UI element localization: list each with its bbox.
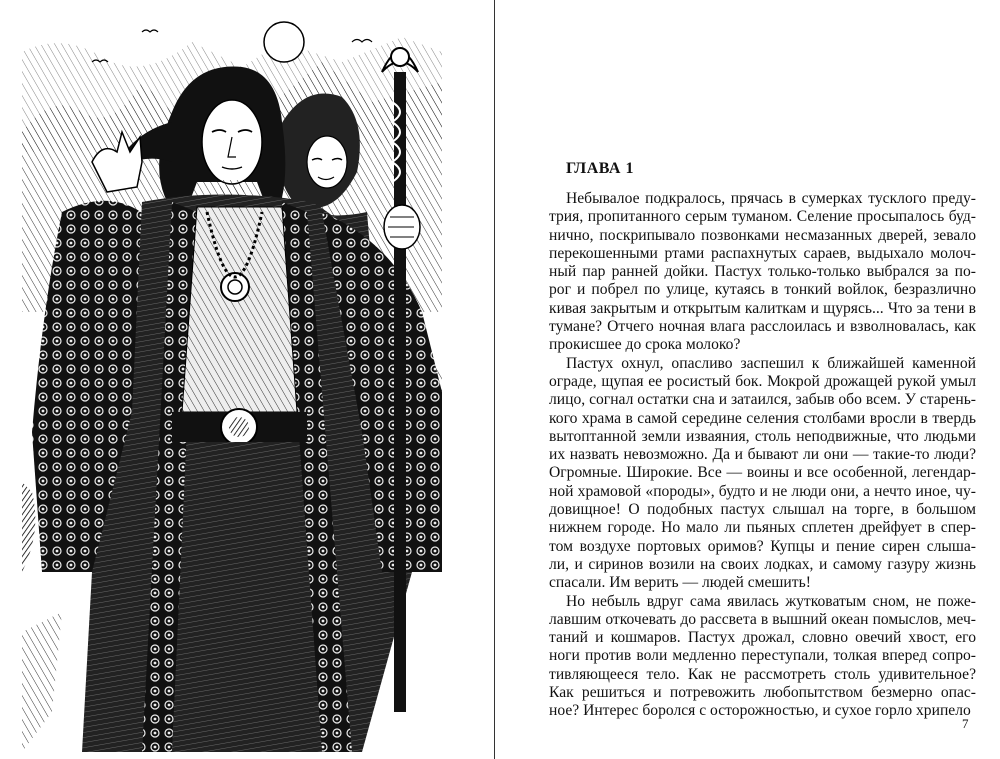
text-line: Небывалое подкралось, прячась в сумерках тусклого преду- [566, 190, 976, 207]
text-line: трия, пропитанного серым туманом. Селение просыпалось буд- [549, 208, 976, 226]
text-line: довищное! О подобных пастух слышал на торге, в большом [549, 501, 976, 519]
text-line: перекошенными ртами распахнутых сараев, выдыхало молоч- [549, 244, 976, 262]
text-line: том воздухе портовых оримов? Купцы и пение сирен слыша- [549, 537, 976, 555]
text-line: кивая закрытым и открытым калиткам и щурясь... Что за тени в [549, 299, 976, 317]
chapter-heading: ГЛАВА 1 [566, 160, 634, 177]
body-text [549, 190, 976, 721]
text-line: рог и побрел по улице, кутаясь в тонкий войлок, безразлично [549, 281, 976, 299]
paragraph [549, 593, 976, 721]
left-page [0, 0, 495, 759]
illustration [22, 12, 442, 752]
paragraph [549, 190, 976, 355]
text-line: спасали. Им верить — людей смешить! [549, 574, 811, 592]
text-line: тумане? Отчего ночная влага расслоилась и взволновалась, как [549, 318, 976, 336]
text-line: ный пар ранней дойки. Пастух только-только выбрался за по- [549, 263, 976, 281]
text-line: ной храмовой «породы», будто и не люди они, а нечто иное, чу- [549, 482, 976, 500]
text-line: таний и кошмаров. Пастух дрожал, словно овечий хвост, его [549, 629, 976, 647]
text-line: прокисшее до срока молоко? [549, 336, 741, 354]
illustration-engraving [22, 12, 442, 752]
paragraph [549, 355, 976, 593]
text-line: нично, поскрипывало позвонками несмазанных дверей, зевало [549, 226, 976, 244]
text-line: ли, и сиринов возили на своих лодках, и самому газуру жизнь [549, 555, 976, 573]
text-line: Огромные. Широкие. Все — воины и все особенной, легендар- [549, 464, 976, 482]
text-line: кого храма в самой середине селения столбами вросли в твердь [549, 409, 976, 427]
text-line: тивляющееся тело. Как не рассмотреть столь удивительное? [549, 665, 976, 683]
text-line: их назвать невозможно. Да и бывают ли они — такие-то люди? [549, 446, 976, 464]
text-line: лицо, согнал остатки сна и затаился, забыв обо всем. У старень- [549, 391, 976, 409]
text-line: ноги против воли медленно переступали, толкая вперед сопро- [549, 647, 976, 665]
text-line: ограде, щупая ее росистый бок. Мокрой дрожащей рукой умыл [549, 372, 976, 390]
text-line: ное? Интерес боролся с осторожностью, и сухое горло хрипело [549, 702, 971, 720]
text-line: Как решиться и потревожить любопытством безмерно опас- [549, 684, 976, 702]
text-line: Но небыль вдруг сама явилась жутковатым сном, не поже- [566, 592, 976, 610]
text-line: лавшим откочевать до рассвета в вышний океан помыслов, меч- [549, 610, 976, 628]
text-line: нижнем городе. Но мало ли пьяных сплетен дрейфует в спер- [549, 519, 976, 537]
text-line: Пастух охнул, опасливо заспешил к ближайшей каменной [566, 354, 976, 372]
page-number: 7 [962, 716, 969, 731]
text-line: вытоптанной земли изваяния, столь неподвижные, что людьми [549, 427, 976, 445]
